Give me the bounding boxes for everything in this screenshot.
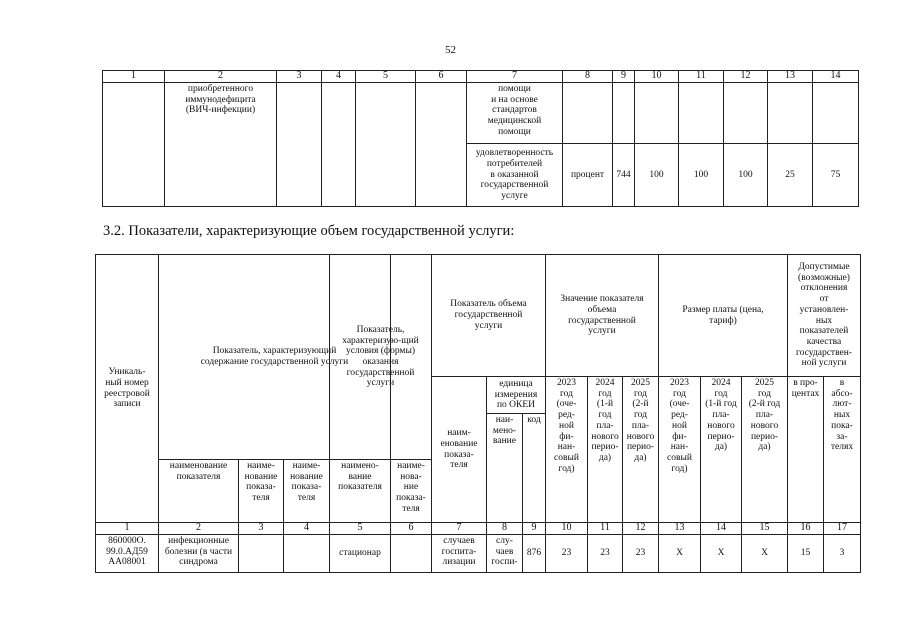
- row2-col12-cell: 100: [723, 143, 768, 207]
- header-value-2024: 2024 год (1-й год пла- нового перио- да): [587, 376, 623, 523]
- column-number-5: 5: [329, 522, 391, 535]
- header-unit-code: код: [522, 413, 546, 523]
- column-number-16: 16: [787, 522, 824, 535]
- data-row-col16: 15: [787, 534, 824, 573]
- header-fee-2025: 2025 год (2-й год пла- нового перио- да): [741, 376, 788, 523]
- header-content-name-3: наиме- нование показа- теля: [283, 459, 330, 523]
- column-number-9: 9: [612, 70, 635, 83]
- col2-cell: приобретенного иммунодефицита (ВИЧ-инфекции): [164, 82, 277, 207]
- column-number-6: 6: [390, 522, 432, 535]
- header-content-name-2: наиме- нование показа- теля: [238, 459, 284, 523]
- column-number-4: 4: [321, 70, 356, 83]
- data-row-col9: 876: [522, 534, 546, 573]
- header-volume-name: наим- енование показа- теля: [431, 376, 487, 523]
- row2-col8-cell: процент: [562, 143, 613, 207]
- column-number-7: 7: [466, 70, 563, 83]
- column-number-1: 1: [102, 70, 165, 83]
- data-row-col17: 3: [823, 534, 861, 573]
- header-deviation-absolute: в абсо- лют- ных пока- за- телях: [823, 376, 861, 523]
- column-number-2: 2: [164, 70, 277, 83]
- data-row-col14: Х: [700, 534, 742, 573]
- column-number-5: 5: [355, 70, 416, 83]
- header-content-indicator: Показатель, характеризующий содержание государственной услуги: [158, 254, 391, 460]
- column-number-14: 14: [812, 70, 859, 83]
- data-row-col11: 23: [587, 534, 623, 573]
- header-volume-indicator: Показатель объема государственной услуги: [431, 254, 546, 377]
- column-number-3: 3: [276, 70, 322, 83]
- column-number-2: 2: [158, 522, 239, 535]
- column-number-9: 9: [522, 522, 546, 535]
- column-number-10: 10: [545, 522, 588, 535]
- column-number-17: 17: [823, 522, 861, 535]
- column-number-13: 13: [658, 522, 701, 535]
- data-row-col12: 23: [622, 534, 659, 573]
- header-conditions-name-2: наиме- нова- ние показа- теля: [390, 459, 432, 523]
- column-number-14: 14: [700, 522, 742, 535]
- data-row-col4: [283, 534, 330, 573]
- data-row-col2: инфекционные болезни (в части синдрома: [158, 534, 239, 573]
- section-heading: 3.2. Показатели, характеризующие объем государственной услуги:: [103, 223, 515, 239]
- header-unit: единица измерения по ОКЕИ: [486, 376, 546, 414]
- column-number-4: 4: [283, 522, 330, 535]
- column-number-15: 15: [741, 522, 788, 535]
- header-conditions-name-1: наимено- вание показателя: [329, 459, 391, 523]
- row2-col10-cell: 100: [634, 143, 679, 207]
- data-row-col8: слу- чаев госпи-: [486, 534, 523, 573]
- column-number-13: 13: [767, 70, 813, 83]
- column-number-11: 11: [587, 522, 623, 535]
- header-unit-name: наи- мено- вание: [486, 413, 523, 523]
- column-number-12: 12: [723, 70, 768, 83]
- header-fee: Размер платы (цена, тариф): [658, 254, 788, 377]
- column-number-8: 8: [562, 70, 613, 83]
- header-fee-2024: 2024 год (1-й год пла- нового перио- да): [700, 376, 742, 523]
- row1-col7-cell: помощи и на основе стандартов медицинской помощи: [466, 82, 563, 144]
- page-number: 52: [445, 44, 456, 56]
- header-deviation-percent: в про- центах: [787, 376, 824, 523]
- row2-col7-cell: удовлетворенность потребителей в оказанной государственной услуге: [466, 143, 563, 207]
- data-row-col13: Х: [658, 534, 701, 573]
- column-number-1: 1: [95, 522, 159, 535]
- header-unique-number: Уникаль- ный номер реестровой записи: [95, 254, 159, 523]
- column-number-12: 12: [622, 522, 659, 535]
- column-number-7: 7: [431, 522, 487, 535]
- data-row-col10: 23: [545, 534, 588, 573]
- row2-col14-cell: 75: [812, 143, 859, 207]
- data-row-col5: стационар: [329, 534, 391, 573]
- column-number-8: 8: [486, 522, 523, 535]
- data-row-col6: [390, 534, 432, 573]
- header-conditions-indicator: Показатель, характеризую-щий условия (формы) оказания государственной услуги: [329, 254, 432, 460]
- header-deviations: Допустимые (возможные) отклонения от установлен- ных показателей качества государствен- ной услуги: [787, 254, 861, 377]
- column-number-6: 6: [415, 70, 467, 83]
- header-value-2025: 2025 год (2-й год пла- нового перио- да): [622, 376, 659, 523]
- header-fee-2023: 2023 год (оче- ред- ной фи- нан- совый год): [658, 376, 701, 523]
- column-number-10: 10: [634, 70, 679, 83]
- header-value-2023: 2023 год (оче- ред- ной фи- нан- совый год): [545, 376, 588, 523]
- row2-col11-cell: 100: [678, 143, 724, 207]
- header-content-name-1: наименование показателя: [158, 459, 239, 523]
- row2-col9-cell: 744: [612, 143, 635, 207]
- data-row-col1: 860000О. 99.0.АД59 АА08001: [95, 534, 159, 573]
- data-row-col15: Х: [741, 534, 788, 573]
- row2-col13-cell: 25: [767, 143, 813, 207]
- column-number-11: 11: [678, 70, 724, 83]
- data-row-col7: случаев госпита- лизации: [431, 534, 487, 573]
- header-volume-value: Значение показателя объема государственной услуги: [545, 254, 659, 377]
- data-row-col3: [238, 534, 284, 573]
- column-number-3: 3: [238, 522, 284, 535]
